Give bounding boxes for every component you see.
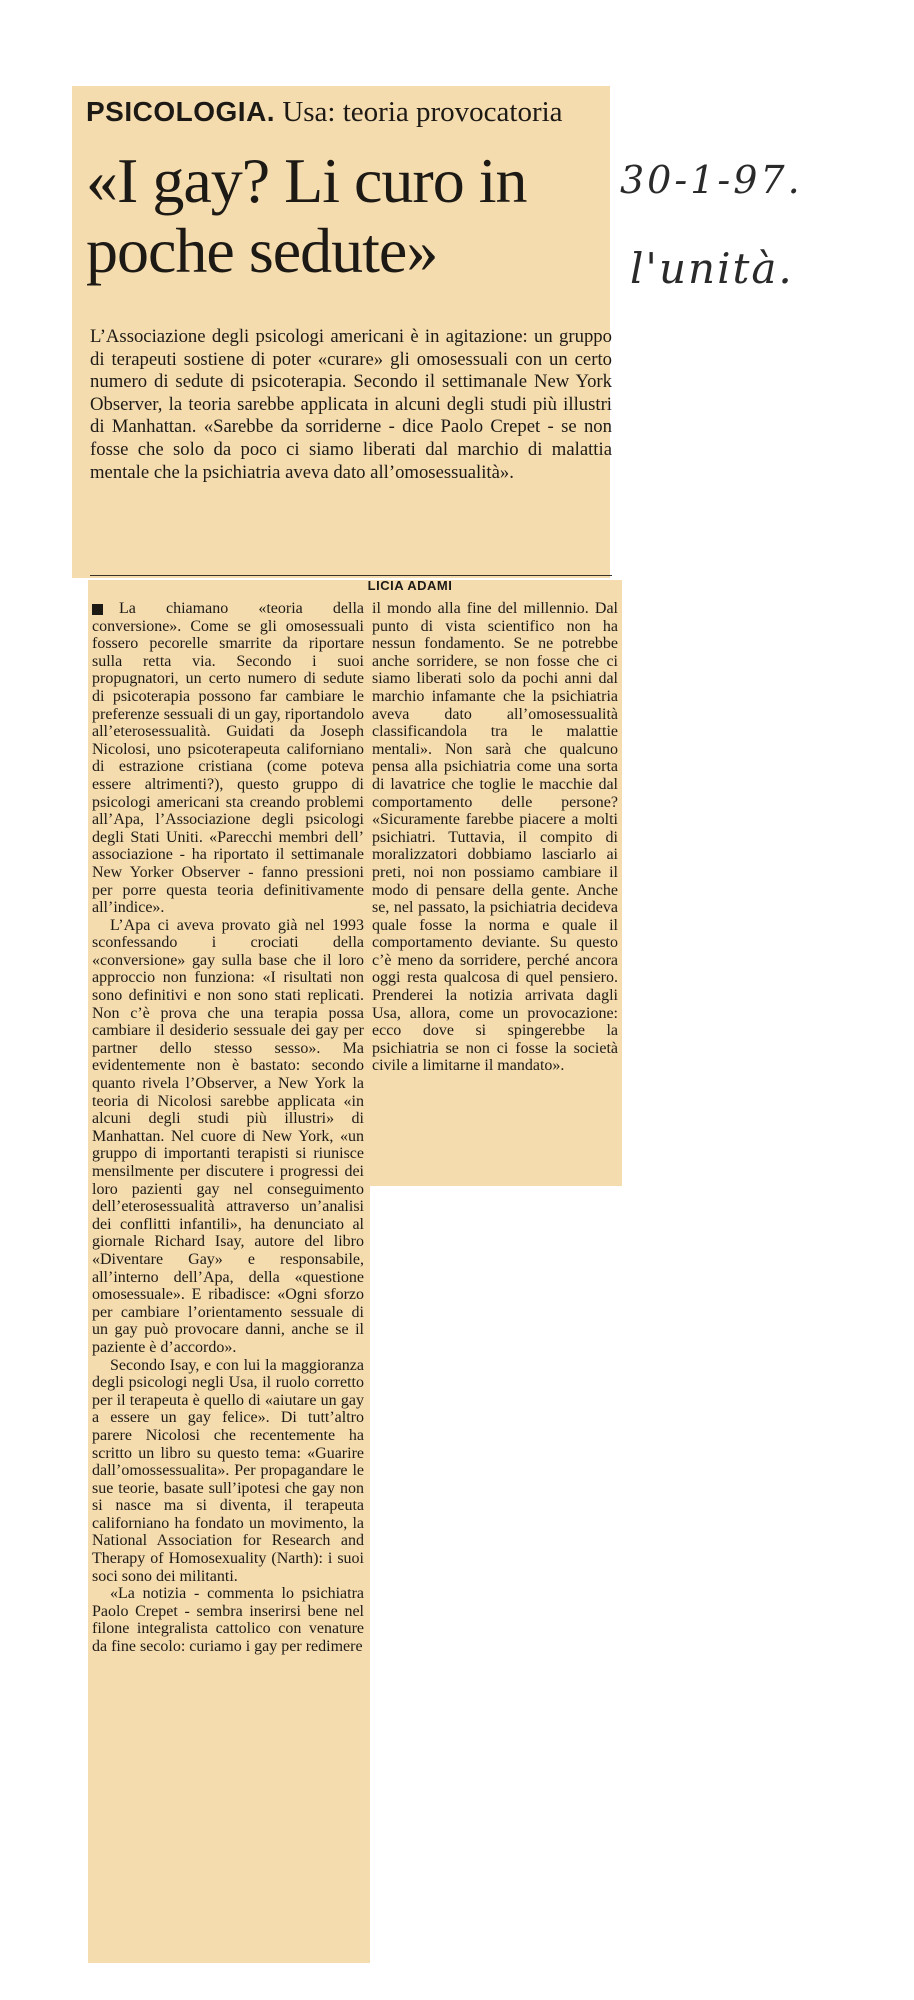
byline-divider [90,575,612,576]
paragraph: L’Apa ci aveva provato già nel 1993 sconfessando i crociati della «conversione» gay sulla base che il loro approccio non funziona: «I risultati non sono definitivi e non sono stati replicati. Non c’è prova che una terapia possa cambiare il desiderio sessuale dei gay per partner dello stesso sesso». Ma evidentemente non è bastato: secondo quanto rivela l’Observer, a New York la teoria di Nicolosi sarebbe applicata «in alcuni degli studi più illustri» di Manhattan. Nel cuore di New York, «un gruppo di importanti terapisti si riunisce mensilmente per discutere i progressi dei loro pazienti gay nel conseguimento dell’eterosessualità attraverso un’analisi dei conflitti infantili», ha denunciato al giornale Richard Isay, autore del libro «Diventare Gay» e responsabile, all’interno dell’Apa, della «questione omosessuale». E ribadisce: «Ogni sforzo per cambiare l’orientamento sessuale di un gay può provocare danni, anche se il paziente è d’accordo». [92,916,364,1356]
section-label: PSICOLOGIA. [86,96,276,127]
handwritten-source: l'unità. [630,244,794,293]
byline: LICIA ADAMI [367,578,453,593]
article-column-2 [372,600,618,1075]
paragraph: La chiamano «teoria della conversione». Come se gli omosessuali fossero pecorelle smarrite da riportare sulla retta via. Secondo i suoi propugnatori, un certo numero di sedute di psicoterapia possono far cambiare le preferenze sessuali di un gay, riportandolo all’eterosessualità. Guidati da Joseph Nicolosi, uno psicoterapeuta californiano di estrazione cristiana (come poteva essere altrimenti?), questo gruppo di psicologi americani sta creando problemi all’Apa, l’Associazione degli psicologi degli Stati Uniti. «Parecchi membri dell’ associazione - ha riportato il settimanale New Yorker Observer - fanno pressioni per porre questa teoria definitivamente all’indice». [92,600,364,917]
topic-label: Usa: teoria provocatoria [282,96,563,128]
paragraph: «La notizia - commenta lo psichiatra Paolo Crepet - sembra inserirsi bene nel filone integralista cattolico con venature da fine secolo: curiamo i gay per redimere [92,1585,364,1656]
article-column-1 [92,600,364,1656]
standfirst: L’Associazione degli psicologi americani è in agitazione: un gruppo di terapeuti sostiene di poter «curare» gli omosessuali con un certo numero di sedute di psicoterapia. Secondo il settimanale New York Observer, la teoria sarebbe applicata in alcuni degli studi più illustri di Manhattan. «Sarebbe da sorriderne - dice Paolo Crepet - se non fosse che solo da poco ci siamo liberati dal marchio di malattia mentale che la psichiatria aveva dato all’omosessualità». [90,326,612,483]
paragraph-marker-icon [92,604,103,615]
kicker [86,92,606,132]
paragraph: il mondo alla fine del millennio. Dal punto di vista scientifico non ha nessun fondamento. Se ne potrebbe anche sorridere, se non fosse che ci siamo liberati solo da pochi anni dal marchio infamante che la psichiatria aveva dato all’omosessualità classificandola tra le malattie mentali». Non sarà che qualcuno pensa alla psichiatria come una sorta di lavatrice che toglie le macchie dal comportamento delle persone? «Sicuramente farebbe piacere a molti psichiatri. Tuttavia, il compito di moralizzatori dobbiamo lasciarlo ai preti, noi non possiamo cambiare il modo di pensare della gente. Anche se, nel passato, la psichiatria decideva quale fosse la norma e quale il comportamento deviante. Su questo c’è meno da sorridere, perché ancora oggi resta qualcosa di quel pensiero. Prenderei la notizia arrivata dagli Usa, allora, come un provocazione: ecco dove si spingerebbe la psichiatria se non ci fosse la società civile a limitarne il mandato». [372,600,618,1075]
handwritten-date: 30-1-97. [620,158,803,202]
headline: «I gay? Li curo in poche sedute» [86,145,527,286]
paragraph: Secondo Isay, e con lui la maggioranza degli psicologi negli Usa, il ruolo corretto per il terapeuta è quello di «aiutare un gay a essere un gay felice». Di tutt’altro parere Nicolosi che recentemente ha scritto un libro su questo tema: «Guarire dall’omossessualita». Per propagandare le sue teorie, basate sull’ipotesi che gay non si nasce ma si diventa, il terapeuta californiano ha fondato un movimento, la National Association for Research and Therapy of Homosexuality (Narth): i suoi soci sono dei militanti. [92,1356,364,1585]
